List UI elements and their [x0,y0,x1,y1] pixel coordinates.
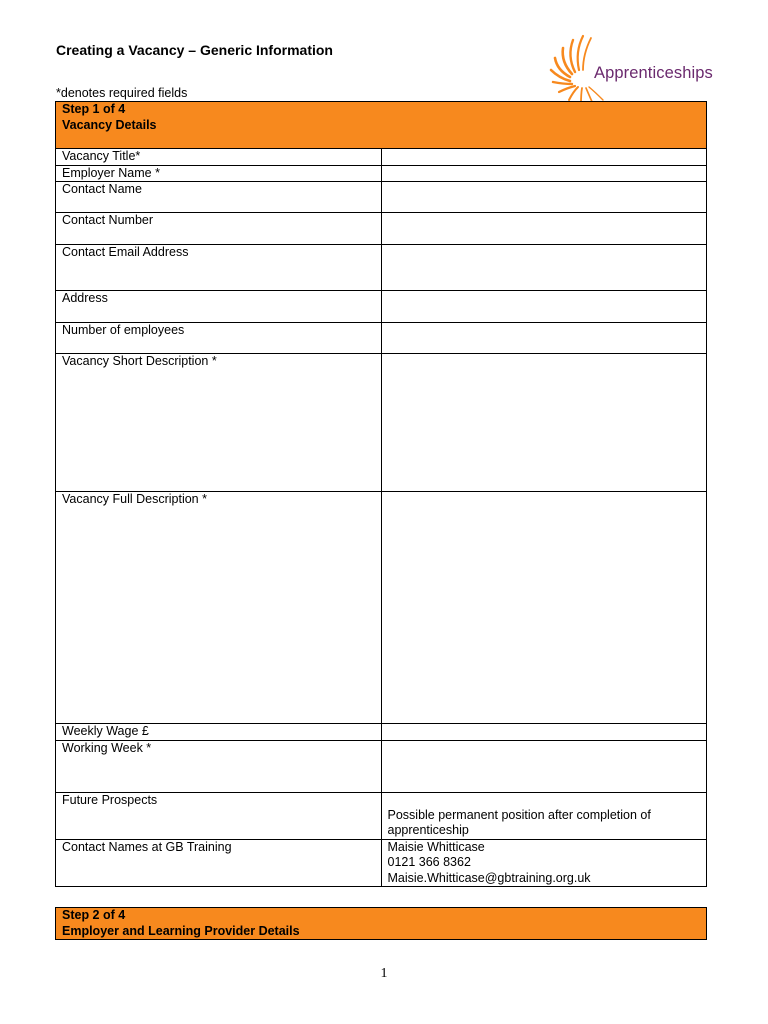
working-week-label: Working Week * [56,740,382,792]
contact-person-email[interactable]: Maisie.Whitticase@gbtraining.org.uk [387,870,591,885]
step2-header [56,908,707,940]
vacancy-title-label: Vacancy Title* [56,149,382,166]
number-of-employees-label: Number of employees [56,323,382,354]
step1-header [56,102,707,149]
vacancy-short-description-label: Vacancy Short Description * [56,354,382,492]
step1-step-label: Step 1 of 4 [62,102,126,116]
address-label: Address [56,291,382,323]
step2-section-title: Employer and Learning Provider Details [62,923,300,938]
contact-name-field[interactable] [381,182,707,213]
contact-person-name: Maisie Whitticase [387,839,485,854]
vacancy-title-field[interactable] [381,149,707,166]
future-prospects-label: Future Prospects [56,792,382,839]
vacancy-full-description-label: Vacancy Full Description * [56,492,382,724]
document-title: Creating a Vacancy – Generic Information [56,42,333,58]
weekly-wage-field[interactable] [381,724,707,741]
apprenticeships-logo [545,30,735,110]
step1-vacancy-details-table [55,101,707,887]
step2-employer-provider-table [55,907,707,940]
weekly-wage-label: Weekly Wage £ [56,724,382,741]
working-week-field[interactable] [381,740,707,792]
contact-names-label: Contact Names at GB Training [56,839,382,887]
contact-name-label: Contact Name [56,182,382,213]
employer-name-field[interactable] [381,165,707,182]
page-number: 1 [380,966,388,981]
vacancy-full-description-field[interactable] [381,492,707,724]
future-prospects-field[interactable] [381,792,707,839]
step1-section-title: Vacancy Details [62,117,157,132]
contact-email-label: Contact Email Address [56,245,382,291]
required-fields-note: *denotes required fields [56,86,188,100]
number-of-employees-field[interactable] [381,323,707,354]
future-prospects-value: Possible permanent position after completion of apprenticeship [387,807,651,837]
step2-step-label: Step 2 of 4 [62,908,126,922]
contact-number-field[interactable] [381,213,707,245]
contact-names-field[interactable] [381,839,707,887]
contact-email-field[interactable] [381,245,707,291]
logo-text: Apprenticeships [594,64,713,82]
contact-number-label: Contact Number [56,213,382,245]
address-field[interactable] [381,291,707,323]
vacancy-short-description-field[interactable] [381,354,707,492]
employer-name-label: Employer Name * [56,165,382,182]
contact-person-phone: 0121 366 8362 [387,855,471,869]
